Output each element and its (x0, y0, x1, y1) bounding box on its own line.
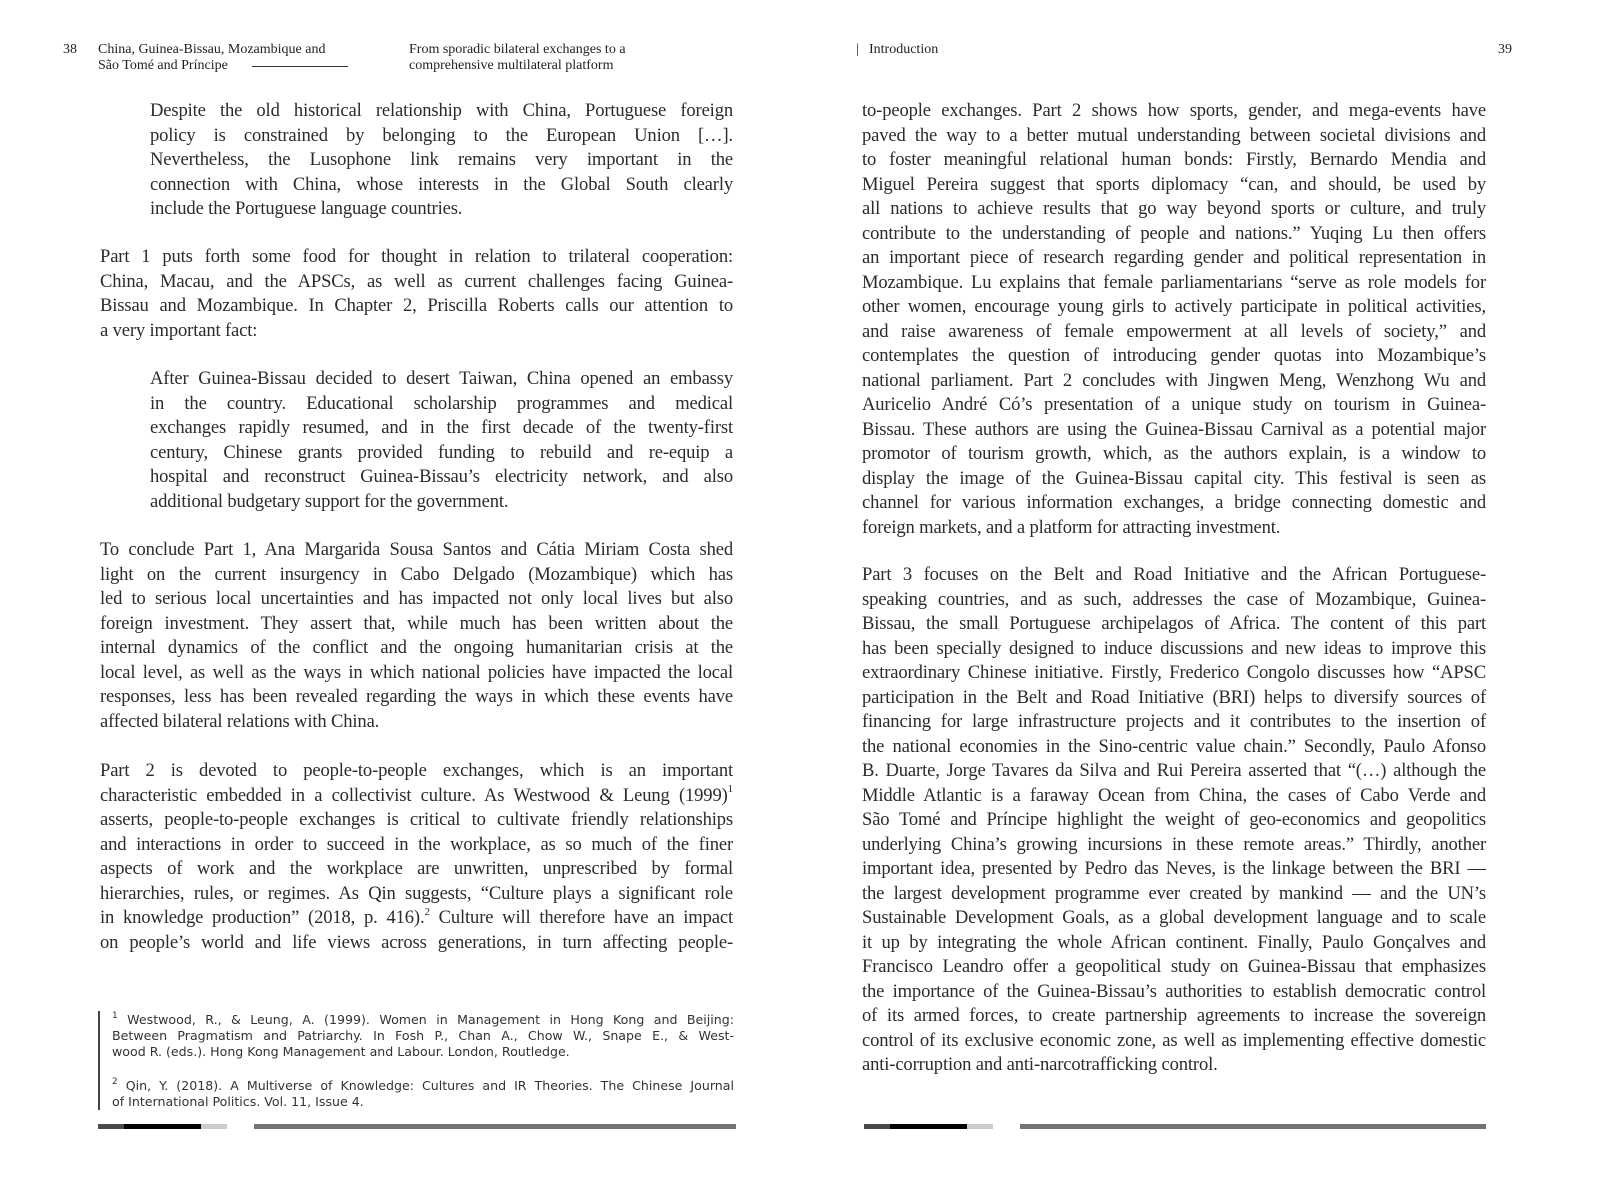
text-line: and interactions in order to succeed in the workplace, as so much of the finer (100, 833, 733, 855)
paragraph-part-2-intro (100, 759, 733, 955)
text-line: Francisco Leandro offer a geopolitical study on Guinea-Bissau that emphasizes (862, 956, 1486, 977)
text-span: Culture will therefore have an impact (429, 907, 733, 928)
text-line: contribute to the understanding of people and nations.” Yuqing Lu then offers (862, 222, 1486, 244)
text-line: foreign investment. They assert that, while much has been written about the (100, 612, 733, 634)
text-line: internal dynamics of the conflict and the ongoing humanitarian crisis at the (100, 637, 733, 658)
text-line: hospital and reconstruct Guinea-Bissau’s electricity network, and also (150, 466, 733, 487)
footnote-line: wood R. (eds.). Hong Kong Management and Labour. London, Routledge. (112, 1044, 570, 1059)
text-line (100, 784, 733, 809)
text-span: characteristic embedded in a collectivist culture. As Westwood & Leung (1999) (100, 784, 728, 806)
text-line: asserts, people-to-people exchanges is critical to cultivate friendly relationships (100, 809, 733, 830)
footnote-marker: 1 (112, 1010, 118, 1021)
text-line: of its armed forces, to create partnership agreements to increase the sovereign (862, 1005, 1486, 1026)
text-line: Despite the old historical relationship with China, Portuguese foreign (150, 100, 733, 121)
text-line: aspects of work and the workplace are unwritten, unprescribed by formal (100, 858, 733, 879)
text-line: After Guinea-Bissau decided to desert Taiwan, China opened an embassy (150, 368, 733, 389)
running-head-rule (252, 66, 348, 67)
footer-bar-long (1020, 1124, 1486, 1129)
footer-bar-segment-light (201, 1124, 227, 1129)
text-line: display the image of the Guinea-Bissau capital city. This festival is seen as (862, 467, 1486, 489)
text-line: policy is constrained by belonging to the European Union […]. (150, 124, 733, 146)
footnote-ref-1[interactable]: 1 (727, 783, 733, 796)
text-line: Part 2 is devoted to people-to-people exchanges, which is an important (100, 760, 733, 781)
text-line: Bissau. These authors are using the Guinea-Bissau Carnival as a potential major (862, 418, 1486, 440)
text-line: it up by integrating the whole African continent. Finally, Paulo Gonçalves and (862, 931, 1486, 953)
running-head-book-line-2: São Tomé and Príncipe (98, 58, 228, 73)
footnote-line (112, 1012, 734, 1028)
text-line: connection with China, whose interests in the Global South clearly (150, 173, 733, 195)
footnote-marker: 2 (112, 1076, 118, 1087)
text-span: Qin, Y. (2018). A Multiverse of Knowledge: Cultures and IR Theories. The Chinese Journal (117, 1078, 734, 1093)
footer-bar-segment-black (890, 1124, 967, 1129)
text-line: to-people exchanges. Part 2 shows how sports, gender, and mega-events have (862, 100, 1486, 121)
text-line: other women, encourage young girls to actively participate in political activities, (862, 296, 1486, 317)
text-line: important idea, presented by Pedro das Neves, is the linkage between the BRI — (862, 858, 1486, 879)
text-span: in knowledge production” (2018, p. 416). (100, 907, 425, 928)
running-head-chapter-line-2: comprehensive multilateral platform (409, 58, 614, 73)
text-line: B. Duarte, Jorge Tavares da Silva and Rui Pereira asserted that “(…) although the (862, 760, 1486, 781)
text-line: affected bilateral relations with China. (100, 710, 380, 732)
text-line: all nations to achieve results that go way beyond sports or culture, and truly (862, 198, 1486, 219)
text-line: Auricelio André Có’s presentation of a unique study on tourism in Guinea- (862, 394, 1486, 415)
text-line: participation in the Belt and Road Initiative (BRI) helps to diversify sources of (862, 686, 1486, 708)
running-head-section-title: Introduction (869, 42, 939, 57)
page-number-right: 39 (1498, 42, 1512, 57)
text-line: Sustainable Development Goals, as a global development language and to scale (862, 907, 1486, 928)
running-head-chapter-title (409, 42, 626, 74)
text-line: hierarchies, rules, or regimes. As Qin suggests, “Culture plays a significant role (100, 882, 733, 904)
footnote-2 (112, 1078, 734, 1110)
page-number-left: 38 (63, 42, 77, 57)
text-line: include the Portuguese language countries. (150, 198, 463, 219)
text-line: has been specially designed to induce discussions and new ideas to improve this (862, 637, 1486, 659)
footnote-line: of International Politics. Vol. 11, Issue 4. (112, 1094, 364, 1109)
text-line: an important piece of research regarding gender and political representation in (862, 247, 1486, 268)
footnote-line (112, 1078, 734, 1094)
text-line: Mozambique. Lu explains that female parliamentarians “serve as role models for (862, 271, 1486, 293)
text-line: São Tomé and Príncipe highlight the weight of geo-economics and geopolitics (862, 809, 1486, 830)
paragraph-part-1-intro (100, 245, 733, 343)
running-head-book-title (98, 42, 325, 74)
text-line: Middle Atlantic is a faraway Ocean from China, the cases of Cabo Verde and (862, 784, 1486, 806)
text-line: foreign markets, and a platform for attracting investment. (862, 516, 1281, 538)
text-line (100, 906, 733, 931)
footer-bar-segment-dark (98, 1124, 124, 1129)
footnote-ref-2[interactable]: 2 (424, 905, 430, 918)
text-line: China, Macau, and the APSCs, as well as current challenges facing Guinea- (100, 270, 733, 292)
running-head-separator: | (856, 42, 859, 57)
text-line: the national economies in the Sino-centric value chain.” Secondly, Paulo Afonso (862, 735, 1486, 757)
text-line: Part 3 focuses on the Belt and Road Initiative and the African Portuguese- (862, 564, 1486, 585)
text-line: a very important fact: (100, 319, 258, 341)
text-line: additional budgetary support for the government. (150, 490, 509, 512)
text-line: Part 1 puts forth some food for thought in relation to trilateral cooperation: (100, 246, 733, 267)
text-line: contemplates the question of introducing gender quotas into Mozambique’s (862, 345, 1486, 366)
text-line: the importance of the Guinea-Bissau’s authorities to establish democratic control (862, 980, 1486, 1002)
text-line: Bissau and Mozambique. In Chapter 2, Priscilla Roberts calls our attention to (100, 295, 733, 316)
text-line: led to serious local uncertainties and has impacted not only local lives but also (100, 588, 733, 609)
text-line: and raise awareness of female empowerment at all levels of society,” and (862, 320, 1486, 342)
text-line: the largest development programme ever created by mankind — and the UN’s (862, 882, 1486, 904)
text-span: Westwood, R., & Leung, A. (1999). Women in Management in Hong Kong and Beijing: (117, 1012, 734, 1027)
text-line: responses, less has been revealed regarding the ways in which these events have (100, 686, 733, 707)
block-quote-2 (150, 367, 733, 514)
block-quote-1 (150, 99, 733, 222)
footnote-line: Between Pragmatism and Patriarchy. In Fosh P., Chan A., Chow W., Snape E., & West- (112, 1028, 734, 1043)
text-line: promotor of tourism growth, which, as the authors explain, is a window to (862, 443, 1486, 464)
text-line: underlying China’s growing incursions in these remote areas.” Thirdly, another (862, 833, 1486, 855)
text-line: in the country. Educational scholarship programmes and medical (150, 392, 733, 414)
text-line: anti-corruption and anti-narcotrafficking control. (862, 1054, 1218, 1075)
text-line: exchanges rapidly resumed, and in the first decade of the twenty-first (150, 417, 733, 438)
text-line: national parliament. Part 2 concludes with Jingwen Meng, Wenzhong Wu and (862, 369, 1486, 391)
footer-bar-segment-dark (864, 1124, 890, 1129)
footnote-side-bar (98, 1011, 100, 1110)
text-line: Bissau, the small Portuguese archipelagos of Africa. The content of this part (862, 613, 1486, 634)
paragraph-part-1-conclusion (100, 538, 733, 734)
text-line: paved the way to a better mutual understanding between societal divisions and (862, 124, 1486, 146)
paragraph-part-3-summary (862, 563, 1486, 1078)
text-line: control of its exclusive economic zone, as well as implementing effective domestic (862, 1029, 1486, 1051)
text-line: speaking countries, and as such, addresses the case of Mozambique, Guinea- (862, 588, 1486, 610)
text-line: to foster meaningful relational human bonds: Firstly, Bernardo Mendia and (862, 149, 1486, 170)
text-line: To conclude Part 1, Ana Margarida Sousa Santos and Cátia Miriam Costa shed (100, 539, 733, 560)
text-line: channel for various information exchanges, a bridge connecting domestic and (862, 492, 1486, 513)
text-line: light on the current insurgency in Cabo Delgado (Mozambique) which has (100, 563, 733, 585)
text-line: century, Chinese grants provided funding to rebuild and re-equip a (150, 441, 733, 463)
text-line: on people’s world and life views across generations, in turn affecting people- (100, 931, 733, 953)
running-head-chapter-line-1: From sporadic bilateral exchanges to a (409, 42, 626, 57)
text-line: Nevertheless, the Lusophone link remains very important in the (150, 149, 733, 170)
running-head-book-line-1: China, Guinea-Bissau, Mozambique and (98, 42, 326, 57)
text-line: extraordinary Chinese initiative. Firstly, Frederico Congolo discusses how “APSC (862, 662, 1486, 683)
footnote-1 (112, 1012, 734, 1060)
paragraph-part-2-summary (862, 99, 1486, 540)
text-line: Miguel Pereira suggest that sports diplomacy “can, and should, be used by (862, 173, 1486, 195)
footer-bar-long (254, 1124, 736, 1129)
text-line: financing for large infrastructure projects and it contributes to the insertion of (862, 711, 1486, 732)
footer-bar-segment-black (124, 1124, 201, 1129)
footer-bar-segment-light (967, 1124, 993, 1129)
text-line: local level, as well as the ways in which national policies have impacted the local (100, 661, 733, 683)
